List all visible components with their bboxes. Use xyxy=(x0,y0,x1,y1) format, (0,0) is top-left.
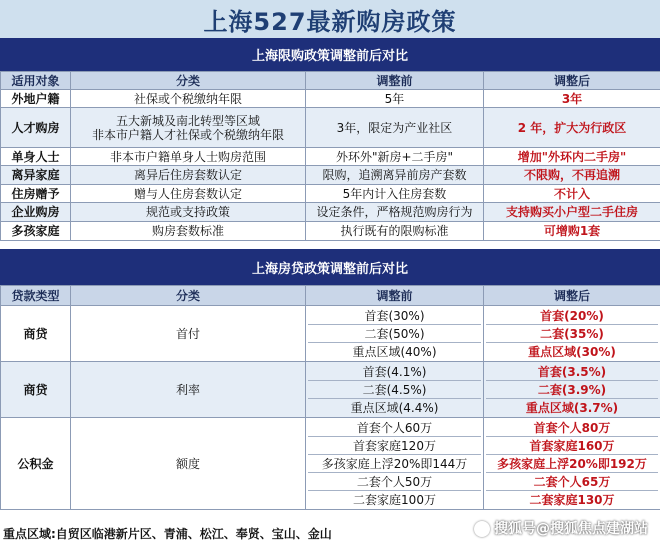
col-header-target: 适用对象 xyxy=(1,72,71,90)
loan-type: 商贷 xyxy=(1,362,71,418)
loan-before-item: 首套(4.1%) xyxy=(308,363,481,381)
table-row xyxy=(1,418,660,510)
loan-type: 商贷 xyxy=(1,306,71,362)
loan-section-heading: 上海房贷政策调整前后对比 xyxy=(0,249,660,285)
loan-after-item: 首套(3.5%) xyxy=(486,363,658,381)
loan-after-item: 二套个人65万 xyxy=(486,473,658,491)
loan-before-item: 二套家庭100万 xyxy=(353,492,436,507)
loan-before-list xyxy=(306,362,484,418)
row-before: 5年内计入住房套数 xyxy=(306,185,484,203)
row-category-line: 五大新城及南北转型等区域 xyxy=(115,113,260,128)
loan-before-item: 首套(30%) xyxy=(308,307,481,325)
loan-before-item: 首套家庭120万 xyxy=(308,437,481,455)
loan-before-item: 二套(4.5%) xyxy=(308,381,481,399)
loan-after-item: 重点区域(30%) xyxy=(528,344,616,359)
loan-after-list xyxy=(484,418,660,510)
loan-before-item: 重点区域(4.4%) xyxy=(350,400,439,415)
table-row xyxy=(1,185,660,203)
loan-table xyxy=(0,285,660,510)
loan-after-item: 二套(35%) xyxy=(486,325,658,343)
loan-category: 额度 xyxy=(71,418,306,510)
row-target: 单身人士 xyxy=(1,148,71,166)
loan-after-item: 二套(3.9%) xyxy=(486,381,658,399)
loan-category: 首付 xyxy=(71,306,306,362)
row-before: 外环外"新房+二手房" xyxy=(306,148,484,166)
table-row xyxy=(1,362,660,418)
watermark-text: 搜狐号@搜狐焦点建湖站 xyxy=(494,521,648,537)
loan-before-list xyxy=(306,306,484,362)
row-category xyxy=(71,108,306,148)
row-target: 人才购房 xyxy=(1,108,71,148)
row-category: 赠与人住房套数认定 xyxy=(71,185,306,203)
row-after: 2 年，扩大为行政区 xyxy=(484,108,660,148)
row-category: 社保或个税缴纳年限 xyxy=(71,90,306,108)
row-target: 外地户籍 xyxy=(1,90,71,108)
loan-before-item: 二套(50%) xyxy=(308,325,481,343)
row-category: 离异后住房套数认定 xyxy=(71,166,306,185)
loan-before-item: 重点区域(40%) xyxy=(352,344,437,359)
loan-before-list xyxy=(306,418,484,510)
table-row xyxy=(1,306,660,362)
table-row xyxy=(1,222,660,241)
col-header-before: 调整前 xyxy=(306,286,484,306)
loan-after-item: 多孩家庭上浮20%即192万 xyxy=(486,455,658,473)
loan-after-item: 二套家庭130万 xyxy=(529,492,615,507)
loan-header-row xyxy=(1,286,660,306)
loan-after-list xyxy=(484,306,660,362)
col-header-after: 调整后 xyxy=(484,286,660,306)
row-target: 多孩家庭 xyxy=(1,222,71,241)
col-header-loan-type: 贷款类型 xyxy=(1,286,71,306)
row-before: 执行既有的限购标准 xyxy=(306,222,484,241)
table-row xyxy=(1,148,660,166)
loan-after-item: 首套家庭160万 xyxy=(486,437,658,455)
row-category: 购房套数标准 xyxy=(71,222,306,241)
row-before: 5年 xyxy=(306,90,484,108)
row-before: 限购，追溯离异前房产套数 xyxy=(306,166,484,185)
loan-after-item: 首套个人80万 xyxy=(486,419,658,437)
table-row xyxy=(1,108,660,148)
row-after: 不限购，不再追溯 xyxy=(484,166,660,185)
row-target: 离异家庭 xyxy=(1,166,71,185)
row-before: 3年，限定为产业社区 xyxy=(306,108,484,148)
table-row xyxy=(1,90,660,108)
loan-before-item: 首套个人60万 xyxy=(308,419,481,437)
footnote: 重点区域:自贸区临港新片区、青浦、松江、奉贤、宝山、金山 xyxy=(3,527,332,541)
row-before: 设定条件，严格规范购房行为 xyxy=(306,203,484,222)
purchase-table xyxy=(0,71,660,241)
loan-after-list xyxy=(484,362,660,418)
watermark xyxy=(474,517,648,541)
loan-type: 公积金 xyxy=(1,418,71,510)
loan-after-item: 重点区域(3.7%) xyxy=(525,400,619,415)
table-row xyxy=(1,166,660,185)
col-header-category: 分类 xyxy=(71,72,306,90)
purchase-section-heading: 上海限购政策调整前后对比 xyxy=(0,38,660,71)
col-header-category: 分类 xyxy=(71,286,306,306)
page-title: 上海527最新购房政策 xyxy=(0,0,660,38)
loan-before-item: 多孩家庭上浮20%即144万 xyxy=(308,455,481,473)
row-after: 支持购买小户型二手住房 xyxy=(484,203,660,222)
row-target: 住房赠予 xyxy=(1,185,71,203)
row-after: 可增购1套 xyxy=(484,222,660,241)
purchase-header-row xyxy=(1,72,660,90)
row-category: 非本市户籍单身人士购房范围 xyxy=(71,148,306,166)
loan-category: 利率 xyxy=(71,362,306,418)
sohu-logo-icon xyxy=(474,521,490,537)
col-header-before: 调整前 xyxy=(306,72,484,90)
loan-after-item: 首套(20%) xyxy=(486,307,658,325)
row-category-line: 非本市户籍人才社保或个税缴纳年限 xyxy=(91,127,284,142)
loan-before-item: 二套个人50万 xyxy=(308,473,481,491)
row-target: 企业购房 xyxy=(1,203,71,222)
table-row xyxy=(1,203,660,222)
row-category: 规范或支持政策 xyxy=(71,203,306,222)
row-after: 不计入 xyxy=(484,185,660,203)
row-after: 3年 xyxy=(484,90,660,108)
col-header-after: 调整后 xyxy=(484,72,660,90)
row-after: 增加"外环内二手房" xyxy=(484,148,660,166)
